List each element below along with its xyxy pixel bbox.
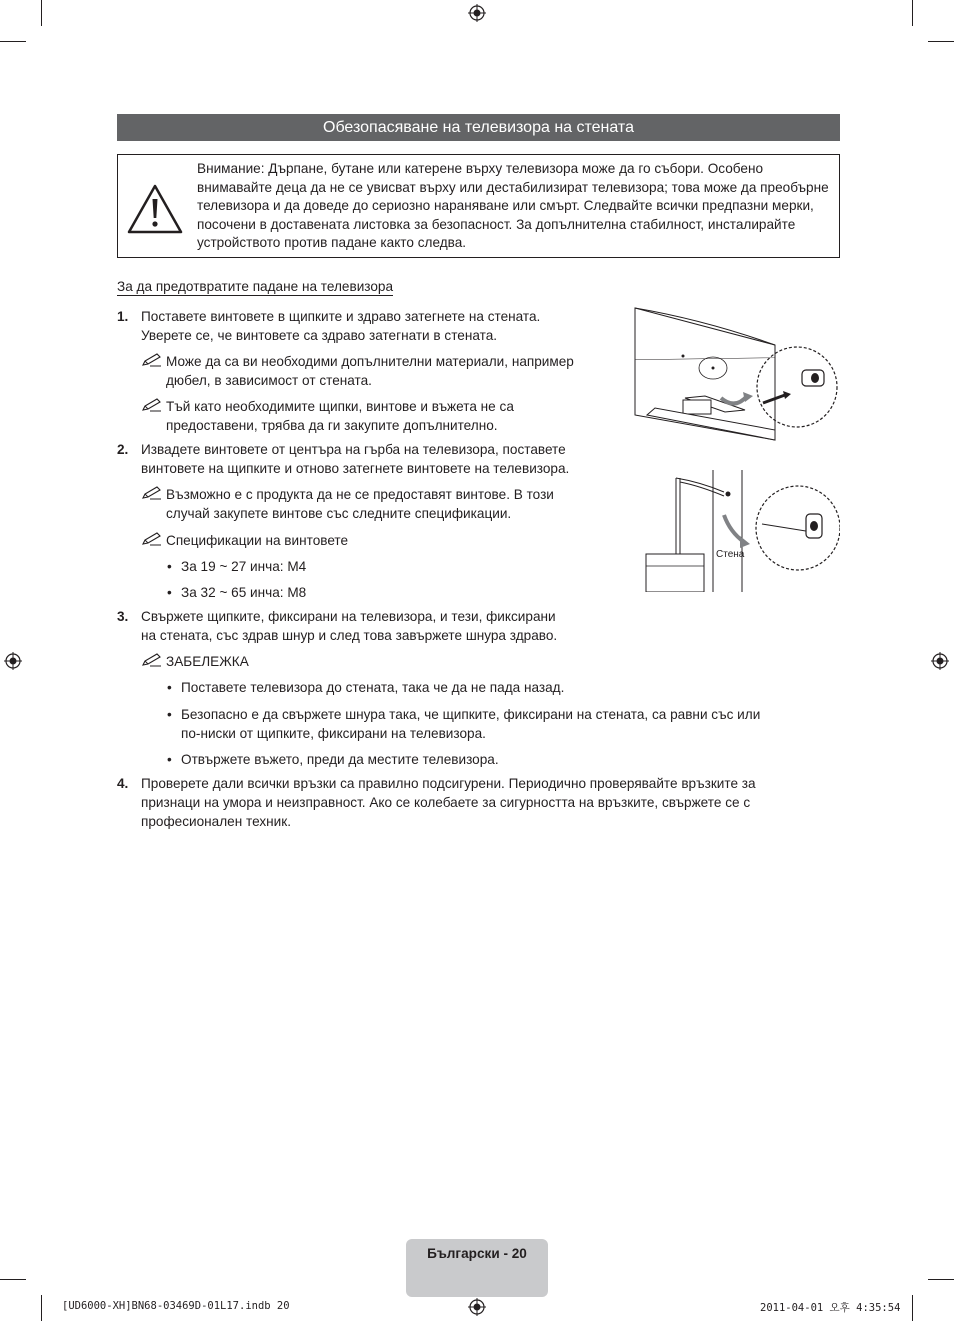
bullet-marker: • [167, 559, 172, 574]
note-pencil-icon [142, 486, 162, 500]
crop-mark [928, 41, 954, 42]
registration-mark-icon [468, 1298, 486, 1316]
step-number: 4. [117, 776, 129, 791]
note-pencil-icon [142, 398, 162, 412]
bullet-text: Поставете телевизора до стената, така че да не пада назад. [181, 680, 565, 695]
warning-label: Внимание [197, 161, 261, 176]
note-text-line: ЗАБЕЛЕЖКА [166, 654, 249, 669]
bullet-text: За 32 ~ 65 инча: M8 [181, 585, 307, 600]
crop-mark [41, 1295, 42, 1321]
note-text-line: Тъй като необходимите щипки, винтове и въжета не са [166, 399, 514, 414]
bullet-marker: • [167, 707, 172, 722]
note-pencil-icon [142, 353, 162, 367]
note-text-line: Спецификации на винтовете [166, 533, 349, 548]
step-text-line: професионален техник. [141, 814, 291, 829]
section-title: Обезопасяване на телевизора на стената [117, 114, 840, 141]
step-number: 1. [117, 309, 129, 324]
bullet-marker: • [167, 680, 172, 695]
bullet-text: За 19 ~ 27 инча: M4 [181, 559, 307, 574]
bullet-marker: • [167, 585, 172, 600]
step-number: 3. [117, 609, 129, 624]
note-text-line: дюбел, в зависимост от стената. [166, 373, 372, 388]
crop-mark [0, 41, 26, 42]
bullet-text: Безопасно е да свържете шнура така, че щипките, фиксирани на стената, са равни със или [181, 707, 761, 722]
note-text-line: Възможно е с продукта да не се предоставят винтове. В този [166, 487, 554, 502]
step-text-line: Поставете винтовете в щипките и здраво затегнете на стената. [141, 309, 541, 324]
print-slug-right: 2011-04-01 오후 4:35:54 [760, 1302, 901, 1314]
warning-box [117, 154, 840, 258]
subheading: За да предотвратите падане на телевизора [117, 279, 394, 294]
warning-text [197, 160, 833, 253]
tv-back-illustration [625, 300, 840, 448]
step-number: 2. [117, 442, 129, 457]
wall-label: Стена [716, 549, 745, 560]
note-pencil-icon [142, 532, 162, 546]
step-text-line: признаци на умора и неизправност. Ако се колебаете за сигурността на връзките, свържете се с [141, 795, 751, 810]
note-text-line: предоставени, трябва да ги закупите допълнително. [166, 418, 498, 433]
registration-mark-icon [468, 4, 486, 22]
print-slug-left: [UD6000-XH]BN68-03469D-01L17.indb 20 [62, 1300, 290, 1312]
registration-mark-icon [931, 652, 949, 670]
note-text-line: Може да са ви необходими допълнителни материали, например [166, 354, 574, 369]
step-text-line: на стената, със здрав шнур и след това завържете шнура здраво. [141, 628, 558, 643]
step-text-line: винтовете на щипките и отново затегнете винтовете на телевизора. [141, 461, 570, 476]
wall-side-illustration [640, 470, 840, 592]
crop-mark [0, 1279, 26, 1280]
bullet-text: Отвържете въжето, преди да местите телевизора. [181, 752, 499, 767]
crop-mark [912, 1295, 913, 1321]
warning-triangle-icon [126, 183, 184, 235]
note-pencil-icon [142, 653, 162, 667]
registration-mark-icon [4, 652, 22, 670]
step-text-line: Уверете се, че винтовете са здраво затегнати в стената. [141, 328, 498, 343]
step-text-line: Извадете винтовете от центъра на гърба на телевизора, поставете [141, 442, 566, 457]
page-number: Български - 20 [427, 1246, 527, 1261]
bullet-text: по-ниски от щипките, фиксирани на телевизора. [181, 726, 486, 741]
note-text-line: случай закупете винтове със следните спецификации. [166, 506, 512, 521]
bullet-marker: • [167, 752, 172, 767]
crop-mark [928, 1279, 954, 1280]
step-text-line: Свържете щипките, фиксирани на телевизора, и тези, фиксирани [141, 609, 556, 624]
warning-body: : Дърпане, бутане или катерене върху телевизора може да го събори. Особено внимавайте деца да не се увисват върху или дестабилизират телевизора; това може да преобърне телевизора и да доведе до сериозно нараняване или смърт. Следвайте всички предпазни мерки, посочени в доставената листовка за безопасност. За допълнителна стабилност, инсталирайте устройството против падане както следва. [197, 161, 829, 251]
step-text-line: Проверете дали всички връзки са правилно подсигурени. Периодично проверявайте връзките за [141, 776, 756, 791]
crop-mark [41, 0, 42, 26]
crop-mark [912, 0, 913, 26]
